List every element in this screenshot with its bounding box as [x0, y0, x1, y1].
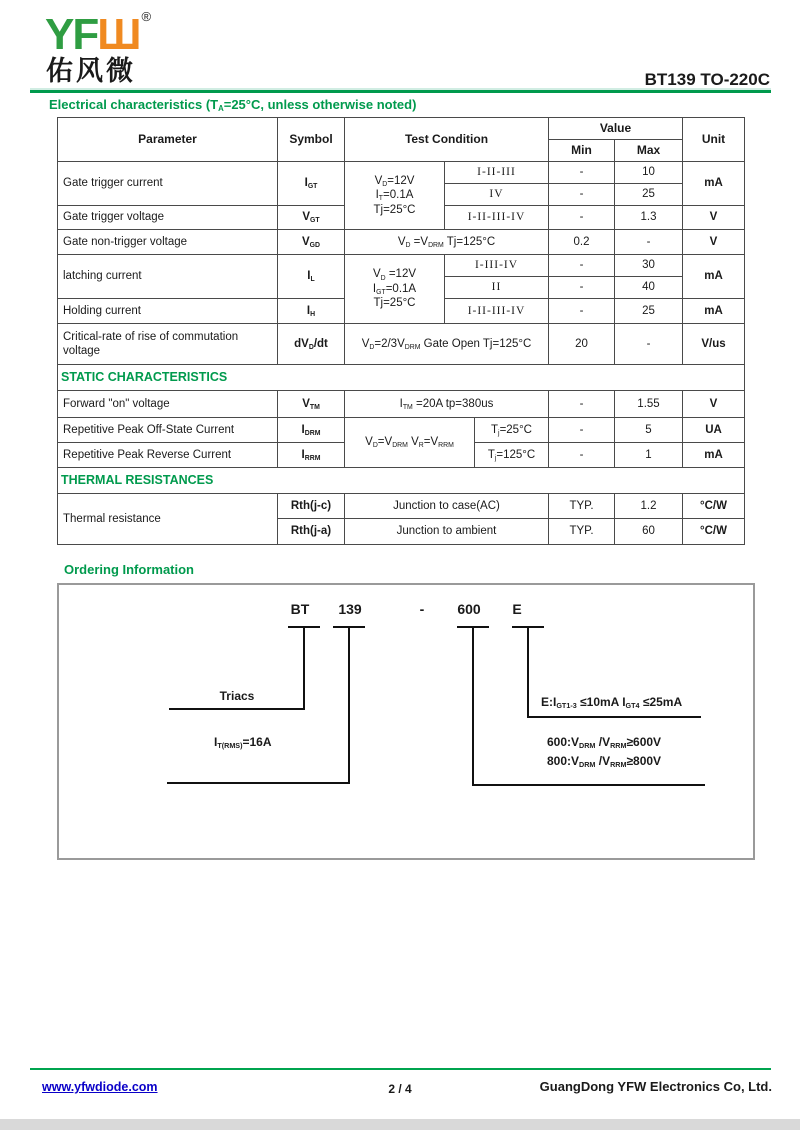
irrm-symbol: $I_{RRM}$: [278, 443, 345, 468]
thermal-param: Thermal resistance: [58, 494, 278, 545]
voltage-800-label: $800:V_{DRM}$ $/V_{RRM}\ge 800V$: [547, 754, 662, 770]
triacs-underline: [169, 708, 305, 710]
il-min-2: -: [549, 277, 615, 299]
page-number: 2 / 4: [388, 1082, 412, 1096]
idrm-unit: UA: [683, 418, 745, 443]
footer-divider-line: [30, 1068, 771, 1070]
rthja-symbol: Rth(j-a): [278, 519, 345, 545]
rthjc-min: TYP.: [549, 494, 615, 519]
vtm-param: Forward "on" voltage: [58, 391, 278, 418]
callout-line-139: [348, 626, 350, 784]
logo-w-glyph: Ш: [97, 10, 140, 59]
part-code-prefix: BT: [290, 601, 310, 617]
part-number-title: BT139 TO-220C: [644, 70, 770, 89]
vgd-unit: V: [683, 230, 745, 255]
ih-quadrants: I-II-III-IV: [445, 299, 549, 324]
ih-unit: mA: [683, 299, 745, 324]
vgd-param: Gate non-trigger voltage: [58, 230, 278, 255]
electrical-characteristics-table: [57, 117, 745, 545]
triacs-label: Triacs: [219, 689, 255, 703]
idrm-min: -: [549, 418, 615, 443]
vgd-condition: $V_D =V_{DRM}$ Tj=125°C: [345, 230, 549, 255]
part-code-dash: -: [419, 601, 425, 617]
yfw-logo: [45, 10, 151, 57]
il-param: latching current: [58, 255, 278, 299]
igt-min-2: -: [549, 184, 615, 206]
idrm-max: 5: [615, 418, 683, 443]
rthjc-unit: °C/W: [683, 494, 745, 519]
ordering-information-heading: Ordering Information: [64, 562, 194, 577]
vtm-min: -: [549, 391, 615, 418]
part-code-series: 139: [338, 601, 362, 617]
col-header-value: Value: [549, 118, 683, 140]
ih-symbol: $I_H$: [278, 299, 345, 324]
callout-line-600: [472, 626, 474, 786]
website-link[interactable]: www.yfwdiode.com: [42, 1080, 158, 1094]
rthja-max: 60: [615, 519, 683, 545]
irrm-unit: mA: [683, 443, 745, 468]
vtm-unit: V: [683, 391, 745, 418]
dvdt-unit: V/us: [683, 324, 745, 365]
logo-chinese-name: 佑风微: [46, 56, 136, 86]
part-code-suffix: E: [512, 601, 522, 617]
registered-mark-icon: ®: [141, 9, 152, 24]
idrm-param: Repetitive Peak Off-State Current: [58, 418, 278, 443]
thermal-resistances-heading: THERMAL RESISTANCES: [58, 468, 745, 494]
rthja-unit: °C/W: [683, 519, 745, 545]
irrm-max: 1: [615, 443, 683, 468]
vgt-param: Gate trigger voltage: [58, 206, 278, 230]
igt-condition: $V_D=12V$ $I_T=0.1A$ Tj=25°C: [345, 162, 445, 230]
col-header-symbol: Symbol: [278, 118, 345, 162]
vtm-max: 1.55: [615, 391, 683, 418]
logo-yf-text: YF: [45, 10, 98, 59]
col-header-test-condition: Test Condition: [345, 118, 549, 162]
idrm-symbol: $I_{DRM}$: [278, 418, 345, 443]
il-unit: mA: [683, 255, 745, 299]
static-characteristics-heading: STATIC CHARACTERISTICS: [58, 365, 745, 391]
igt-quadrants-1: I-II-III: [445, 162, 549, 184]
rthjc-max: 1.2: [615, 494, 683, 519]
idrm-temp: $T_j=25^\circ C$: [475, 418, 549, 443]
ih-max: 25: [615, 299, 683, 324]
vgt-quadrants: I-II-III-IV: [445, 206, 549, 230]
col-header-min: Min: [549, 140, 615, 162]
vgd-min: 0.2: [549, 230, 615, 255]
rthjc-condition: Junction to case(AC): [345, 494, 549, 519]
vgt-symbol: $V_{GT}$: [278, 206, 345, 230]
page-edge-strip: [0, 1119, 800, 1130]
voltage-600-label: $600:V_{DRM}$ $/V_{RRM}\ge 600V$: [547, 735, 662, 751]
dvdt-min: 20: [549, 324, 615, 365]
rthjc-symbol: Rth(j-c): [278, 494, 345, 519]
vgt-min: -: [549, 206, 615, 230]
irrm-temp: $T_j=125^\circ C$: [475, 443, 549, 468]
ih-min: -: [549, 299, 615, 324]
igt-max-2: 25: [615, 184, 683, 206]
irrm-param: Repetitive Peak Reverse Current: [58, 443, 278, 468]
dvdt-symbol: $dV_D/dt$: [278, 324, 345, 365]
e-suffix-label: $E:I_{GT1-3} \le 10mA$ $I_{GT4} \le 25mA$: [541, 695, 683, 711]
col-header-parameter: Parameter: [58, 118, 278, 162]
company-name: GuangDong YFW Electronics Co, Ltd.: [539, 1079, 772, 1094]
il-quadrants-1: I-III-IV: [445, 255, 549, 277]
igt-quadrants-2: IV: [445, 184, 549, 206]
ordering-diagram: [57, 583, 755, 860]
igt-unit: mA: [683, 162, 745, 206]
itrms-label: $I_{T(RMS)}=16A$: [214, 735, 272, 751]
vtm-symbol: $V_{TM}$: [278, 391, 345, 418]
irrm-min: -: [549, 443, 615, 468]
igt-max-1: 10: [615, 162, 683, 184]
voltage-underline: [472, 784, 705, 786]
rthja-condition: Junction to ambient: [345, 519, 549, 545]
itrms-underline: [167, 782, 350, 784]
il-max-2: 40: [615, 277, 683, 299]
vgt-max: 1.3: [615, 206, 683, 230]
col-header-unit: Unit: [683, 118, 745, 162]
il-max-1: 30: [615, 255, 683, 277]
vtm-condition: $I_{TM} =20A$ tp=380us: [345, 391, 549, 418]
e-suffix-underline: [527, 716, 701, 718]
rthja-min: TYP.: [549, 519, 615, 545]
header-divider-line: [30, 90, 771, 93]
il-symbol: $I_L$: [278, 255, 345, 299]
col-header-max: Max: [615, 140, 683, 162]
il-quadrants-2: II: [445, 277, 549, 299]
vgd-max: -: [615, 230, 683, 255]
electrical-characteristics-heading: Electrical characteristics ($T_A=25^\circ C$, unless otherwise noted): [49, 97, 417, 114]
igt-symbol: $I_{GT}$: [278, 162, 345, 206]
igt-min-1: -: [549, 162, 615, 184]
igt-param: Gate trigger current: [58, 162, 278, 206]
dvdt-param: Critical-rate of rise of commutation voltage: [58, 324, 278, 365]
callout-line-e: [527, 626, 529, 718]
dvdt-max: -: [615, 324, 683, 365]
il-min-1: -: [549, 255, 615, 277]
ih-param: Holding current: [58, 299, 278, 324]
dvdt-condition: $V_D=2/3V_{DRM}$ Gate Open Tj=125°C: [345, 324, 549, 365]
idrm-irrm-condition: $V_D=V_{DRM}$ $V_R=V_{RRM}$: [345, 418, 475, 468]
vgt-unit: V: [683, 206, 745, 230]
part-code-voltage: 600: [457, 601, 481, 617]
il-condition: $V_D =12V$ $I_{GT}=0.1A$ Tj=25°C: [345, 255, 445, 324]
vgd-symbol: $V_{GD}$: [278, 230, 345, 255]
